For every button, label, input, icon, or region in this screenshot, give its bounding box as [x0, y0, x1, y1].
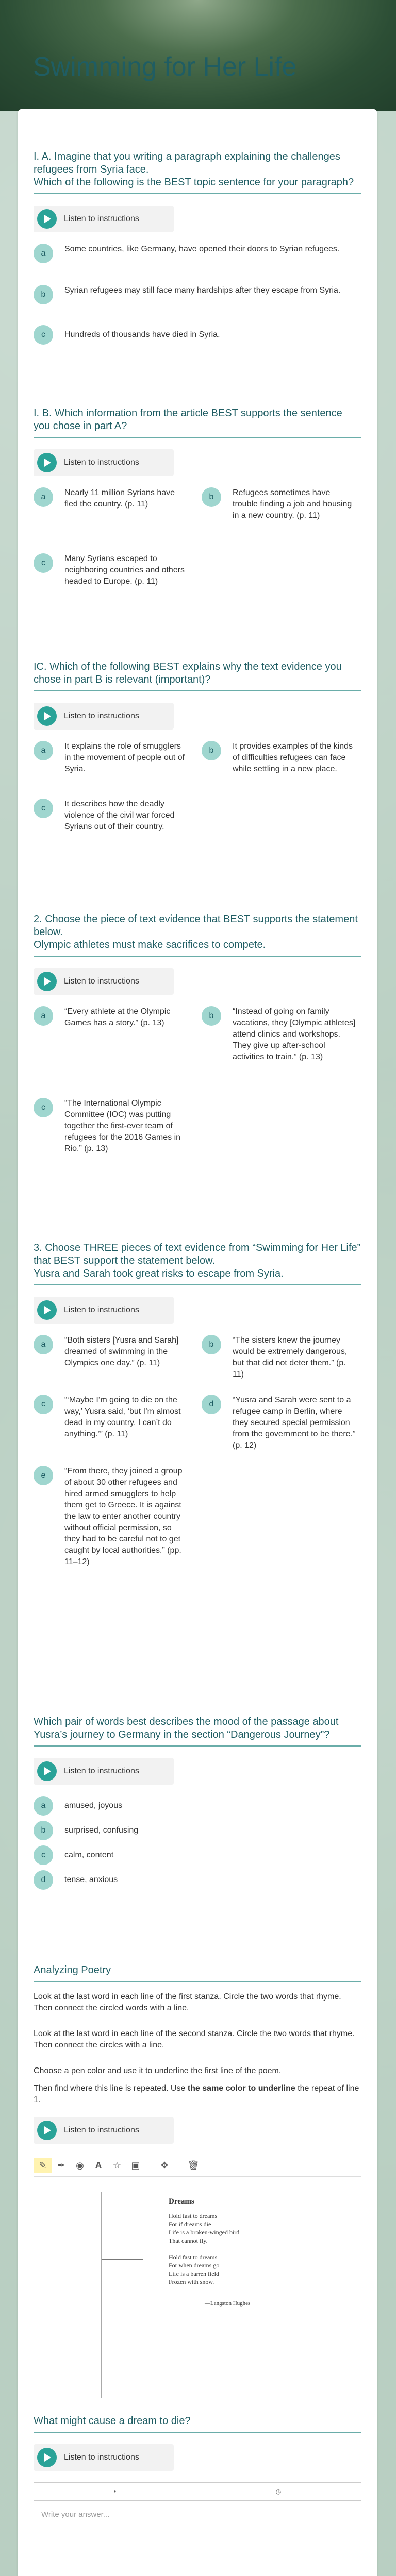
option-badge: c [34, 1098, 53, 1117]
option-b[interactable] [34, 285, 353, 304]
play-icon [37, 453, 57, 472]
listen-button[interactable] [34, 968, 174, 995]
clock-icon[interactable]: ◷ [275, 2488, 282, 2495]
listen-label: Listen to instructions [64, 2126, 139, 2134]
option-b[interactable] [202, 1006, 356, 1063]
image-icon[interactable]: ▣ [131, 2160, 140, 2171]
listen-button[interactable] [34, 2117, 174, 2144]
option-badge: a [34, 1006, 53, 1026]
option-badge: a [34, 244, 53, 263]
text-icon[interactable]: A [95, 2160, 102, 2171]
poem-author: —Langston Hughes [205, 2300, 251, 2307]
question-title: IC. Which of the following BEST explains why the text evidence you chose in part B is relevant (important)? [34, 661, 342, 685]
option-text: tense, anxious [64, 1875, 118, 1884]
stanza-break [169, 2245, 239, 2253]
option-badge: a [34, 741, 53, 760]
instruction-2: Look at the last word in each line of the second stanza. Circle the two words that rhyme. Then connect the circles with a line. [34, 2029, 355, 2049]
question-subtitle: Which of the following is the BEST topic sentence for your paragraph? [34, 177, 354, 188]
option-b[interactable] [202, 1335, 356, 1380]
option-a[interactable] [34, 487, 188, 510]
option-badge: c [34, 799, 53, 818]
listen-button[interactable] [34, 2444, 174, 2471]
option-b[interactable] [34, 1821, 343, 1840]
option-text: amused, joyous [64, 1801, 123, 1810]
answer-input[interactable] [34, 2500, 361, 2576]
listen-label: Listen to instructions [64, 458, 139, 467]
poem-line: That cannot fly. [169, 2237, 208, 2244]
option-text: “The International Olympic Committee (IOC) was putting together the first-ever team of refugees for the 2016 Games in Rio.” (p. 13) [64, 1099, 181, 1153]
star-icon[interactable]: ☆ [112, 2160, 122, 2171]
question-1b [34, 407, 361, 621]
page-title: Swimming for Her Life [33, 52, 297, 82]
option-text: Refugees sometimes have trouble finding a job and housing in a new country. (p. 11) [233, 488, 352, 520]
option-badge: b [202, 487, 221, 507]
listen-label: Listen to instructions [64, 977, 139, 986]
divider [34, 437, 361, 438]
bullet-icon[interactable]: • [113, 2488, 117, 2495]
option-text: calm, content [64, 1851, 114, 1859]
divider [34, 1284, 361, 1285]
option-badge: d [34, 1870, 53, 1890]
instruction-4-start: Then find where this line is repeated. Use [34, 2084, 188, 2093]
question-subtitle: Yusra and Sarah took great risks to escape from Syria. [34, 1268, 284, 1279]
play-icon [37, 972, 57, 991]
poem-lines [169, 2212, 239, 2286]
play-icon [37, 2448, 57, 2467]
option-text: Some countries, like Germany, have opened their doors to Syrian refugees. [64, 245, 340, 253]
option-badge: e [34, 1466, 53, 1485]
option-a[interactable] [34, 1006, 188, 1029]
instruction-4-bold: the same color to underline [187, 2084, 295, 2093]
option-a[interactable] [34, 1796, 343, 1816]
option-c[interactable] [34, 1098, 188, 1155]
option-text: “‘Maybe I’m going to die on the way,’ Yusra said, ‘but I’m almost dead in my country. I can’t do anything.’” (p. 11) [64, 1396, 181, 1438]
option-text: It describes how the deadly violence of the civil war forced Syrians out of their country. [64, 800, 175, 831]
option-text: It provides examples of the kinds of difficulties refugees can face while settling in a new place. [233, 742, 353, 773]
divider [34, 193, 361, 194]
question-1a [34, 150, 361, 352]
analyzing-poetry [34, 1964, 361, 2415]
instruction-4 [34, 2083, 361, 2106]
option-text: Nearly 11 million Syrians have fled the country. (p. 11) [64, 488, 175, 509]
option-a[interactable] [34, 1335, 188, 1369]
option-badge: b [202, 741, 221, 760]
question-2 [34, 913, 361, 1192]
drawing-tool [34, 2155, 361, 2415]
option-c[interactable] [34, 325, 353, 345]
trash-icon[interactable]: 🗑 [187, 2160, 200, 2171]
option-badge: b [202, 1335, 221, 1354]
poem-line: For if dreams die [169, 2221, 211, 2228]
question-title: 3. Choose THREE pieces of text evidence from “Swimming for Her Life” that BEST support the statement below. [34, 1242, 361, 1266]
option-badge: c [34, 1395, 53, 1414]
option-badge: c [34, 553, 53, 573]
question-3 [34, 1242, 361, 1623]
question-title: What might cause a dream to die? [34, 2415, 191, 2427]
play-icon [37, 706, 57, 726]
option-badge: c [34, 1845, 53, 1865]
option-badge: a [34, 1335, 53, 1354]
instruction-3: Choose a pen color and use it to underline the first line of the poem. [34, 2066, 282, 2075]
option-c[interactable] [34, 553, 188, 587]
pen-icon[interactable]: ✎ [34, 2158, 52, 2173]
poem-line: Life is a broken-winged bird [169, 2229, 240, 2236]
option-a[interactable] [34, 741, 188, 775]
poem-line: Hold fast to dreams [169, 2253, 218, 2261]
option-badge: b [202, 1006, 221, 1026]
option-b[interactable] [202, 741, 356, 775]
option-badge: a [34, 487, 53, 507]
listen-label: Listen to instructions [64, 1767, 139, 1775]
option-text: It explains the role of smugglers in the movement of people out of Syria. [64, 742, 185, 773]
poem-line: Frozen with snow. [169, 2278, 214, 2285]
listen-button[interactable] [34, 1758, 174, 1785]
play-icon [37, 2121, 57, 2140]
answer-box [34, 2482, 361, 2576]
listen-label: Listen to instructions [64, 711, 139, 720]
marker-icon[interactable]: ✒ [57, 2160, 65, 2171]
divider [34, 956, 361, 957]
poem-line: Hold fast to dreams [169, 2212, 218, 2219]
option-a[interactable] [34, 244, 353, 263]
option-d[interactable] [202, 1395, 356, 1451]
listen-button[interactable] [34, 1297, 174, 1324]
question-title: 2. Choose the piece of text evidence that BEST supports the statement below. [34, 913, 358, 938]
poem-line: For when dreams go [169, 2262, 220, 2269]
color-palette-icon[interactable]: ◉ [76, 2160, 84, 2171]
option-text: “Every athlete at the Olympic Games has a story.” (p. 13) [64, 1007, 171, 1027]
listen-label: Listen to instructions [64, 2453, 139, 2462]
option-badge: d [202, 1395, 221, 1414]
play-icon [37, 1761, 57, 1781]
option-badge: b [34, 285, 53, 304]
editor-toolbar [34, 2482, 361, 2500]
section-title: Analyzing Poetry [34, 1964, 111, 1976]
option-text: Syrian refugees may still face many hardships after they escape from Syria. [64, 286, 341, 295]
page-header [0, 0, 396, 111]
listen-label: Listen to instructions [64, 214, 139, 223]
question-mood [34, 1716, 361, 1899]
option-b[interactable] [202, 487, 356, 521]
question-title: I. A. Imagine that you writing a paragraph explaining the challenges refugees from Syria face. [34, 151, 340, 175]
drawing-toolbar [34, 2155, 361, 2176]
listen-label: Listen to instructions [64, 1306, 139, 1314]
divider [34, 1981, 361, 1982]
option-badge: c [34, 325, 53, 345]
option-text: “Instead of going on family vacations, they [Olympic athletes] attend clinics and workshops. They give up after-school activities to train.” (p. 13) [233, 1007, 356, 1061]
option-text: Many Syrians escaped to neighboring countries and others headed to Europe. (p. 11) [64, 554, 185, 586]
listen-button[interactable] [34, 449, 174, 476]
option-text: “From there, they joined a group of about 30 other refugees and hired armed smugglers to help them get to Greece. It is against the law to enter another country without official permission, so they had to be careful not to get caught by local authorities.” (pp. 11–12) [64, 1467, 183, 1566]
instruction-4-end: the repeat of line 1. [34, 2084, 359, 2104]
answer-placeholder: Write your answer... [41, 2510, 110, 2519]
option-c[interactable] [34, 1845, 343, 1865]
poem-title: Dreams [169, 2197, 194, 2206]
option-badge: b [34, 1821, 53, 1840]
divider [34, 2432, 361, 2433]
option-badge: a [34, 1796, 53, 1816]
poem-line: Life is a barren field [169, 2270, 219, 2277]
instruction-1: Look at the last word in each line of the first stanza. Circle the two words that rhyme. Then connect the circled words with a line. [34, 1992, 341, 2012]
question-title: Which pair of words best describes the mood of the passage about Yusra’s journey to Germany in the section “Dangerous Journey”? [34, 1716, 339, 1740]
option-text: “The sisters knew the journey would be extremely dangerous, but that did not deter them.” (p. 11) [233, 1336, 348, 1379]
option-e[interactable] [34, 1466, 188, 1568]
listen-button[interactable] [34, 206, 174, 232]
question-dream [34, 2415, 361, 2576]
annotation-line [102, 2213, 143, 2229]
question-1c [34, 660, 361, 875]
annotation-line [102, 2259, 143, 2275]
play-icon [37, 1300, 57, 1320]
option-text: Hundreds of thousands have died in Syria. [64, 330, 220, 339]
option-text: “Yusra and Sarah were sent to a refugee camp in Berlin, where they secured special permission from the government to be there.” (p. 12) [233, 1396, 356, 1450]
option-c[interactable] [34, 1395, 188, 1440]
drawing-canvas[interactable] [34, 2176, 361, 2415]
divider [34, 690, 361, 691]
option-text: “Both sisters [Yusra and Sarah] dreamed of swimming in the Olympics one day.” (p. 11) [64, 1336, 179, 1367]
worksheet-card [18, 109, 377, 2576]
option-text: surprised, confusing [64, 1826, 139, 1835]
option-d[interactable] [34, 1870, 343, 1890]
move-icon[interactable]: ✥ [160, 2160, 169, 2171]
question-title: I. B. Which information from the article BEST supports the sentence you chose in part A? [34, 408, 342, 432]
play-icon [37, 209, 57, 229]
listen-button[interactable] [34, 703, 174, 730]
option-c[interactable] [34, 799, 188, 833]
question-subtitle: Olympic athletes must make sacrifices to compete. [34, 939, 266, 951]
divider [34, 1745, 361, 1747]
poem-worksheet [101, 2192, 277, 2398]
